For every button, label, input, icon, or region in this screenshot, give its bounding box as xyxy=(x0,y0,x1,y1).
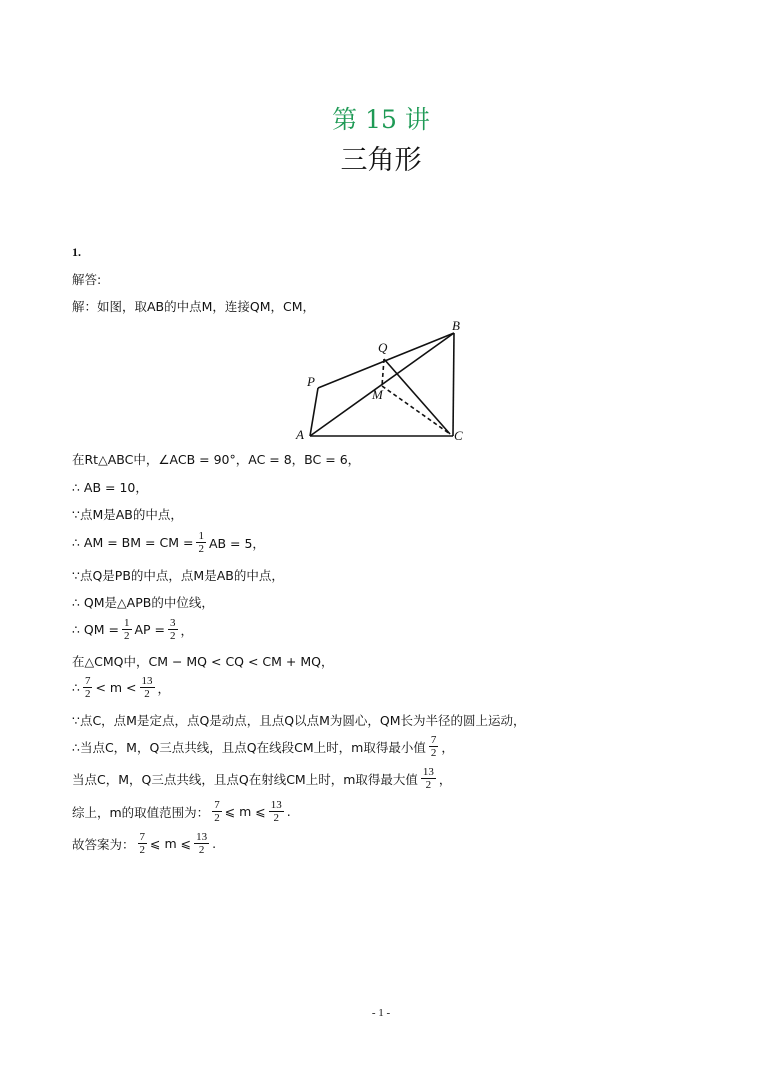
segment-mc xyxy=(382,386,450,434)
frac-num: 13 xyxy=(422,766,434,778)
fraction-seven-halves xyxy=(83,675,93,700)
solution-line-6: ∵点Q是PB的中点，点M是AB的中点， xyxy=(72,568,284,583)
solution-line-12 xyxy=(72,734,454,759)
question-number: 1. xyxy=(72,245,81,259)
segment-qc xyxy=(384,359,450,434)
fraction-thirteen-halves xyxy=(269,799,284,824)
geometry-figure xyxy=(290,316,480,446)
frac-num: 13 xyxy=(196,831,208,843)
line8-right: ， xyxy=(180,622,194,638)
solution-line-10 xyxy=(72,675,170,700)
frac-den: 2 xyxy=(430,747,437,759)
solution-line-5 xyxy=(72,530,265,555)
solution-line-7: ∴ QM是△APB的中位线， xyxy=(72,595,214,610)
frac-num: 1 xyxy=(124,617,130,629)
line5-left: ∴ AM = BM = CM = xyxy=(72,535,194,550)
solution-line-2: 在Rt△ABC中，∠ACB = 90°，AC = 8，BC = 6， xyxy=(72,452,361,467)
fraction-half xyxy=(122,617,132,642)
page-title: 三角形 xyxy=(340,145,422,176)
frac-den: 2 xyxy=(273,812,280,824)
label-c: C xyxy=(454,428,463,443)
label-b: B xyxy=(452,318,460,333)
frac-num: 3 xyxy=(170,617,176,629)
line13-left: 当点C，M，Q三点共线，且点Q在射线CM上时，m取得最大值 xyxy=(72,771,418,787)
solution-line-3: ∴ AB = 10， xyxy=(72,480,148,495)
frac-num: 7 xyxy=(84,675,91,687)
line8-left: ∴ QM = xyxy=(72,622,119,637)
line10-right: ， xyxy=(157,680,171,696)
frac-num: 13 xyxy=(270,799,282,811)
line14-right: . xyxy=(286,804,291,819)
line15-left: 故答案为： xyxy=(72,836,135,852)
line12-right: ， xyxy=(441,739,454,755)
line15-middle: ⩽ m ⩽ xyxy=(150,836,192,851)
fraction-thirteen-halves xyxy=(421,766,436,791)
solution-line-15 xyxy=(72,831,216,856)
line10-middle: < m < xyxy=(95,680,137,695)
solution-line-11: ∵点C，点M是定点，点Q是动点，且点Q以点M为圆心，QM长为半径的圆上运动， xyxy=(72,713,526,728)
fraction-seven-halves xyxy=(212,799,222,824)
frac-den: 2 xyxy=(139,844,146,856)
frac-den: 2 xyxy=(214,812,220,824)
frac-den: 2 xyxy=(198,844,205,856)
line14-middle: ⩽ m ⩽ xyxy=(224,804,266,819)
solution-line-4: ∵点M是AB的中点， xyxy=(72,507,183,522)
line10-left: ∴ xyxy=(72,680,80,695)
frac-den: 2 xyxy=(170,630,176,642)
solution-line-1: 解：如图，取AB的中点M，连接QM，CM， xyxy=(72,299,316,314)
line14-left: 综上，m的取值范围为： xyxy=(72,804,210,820)
line5-right: AB = 5， xyxy=(208,535,265,551)
frac-num: 7 xyxy=(430,734,437,746)
lesson-number: 第 15 讲 xyxy=(332,105,430,134)
page-number: - 1 - xyxy=(371,1007,391,1019)
solution-line-14 xyxy=(72,799,291,824)
line12-left: ∴当点C，M，Q三点共线，且点Q在线段CM上时，m取得最小值 xyxy=(72,739,426,755)
frac-den: 2 xyxy=(198,543,204,555)
solution-line-8 xyxy=(72,617,193,642)
fraction-thirteen-halves xyxy=(194,831,209,856)
fraction-half xyxy=(196,530,206,555)
frac-den: 2 xyxy=(84,688,91,700)
frac-den: 2 xyxy=(144,688,150,700)
label-q: Q xyxy=(378,340,388,355)
frac-num: 1 xyxy=(198,530,204,542)
segment-bc xyxy=(453,333,454,436)
fraction-seven-halves xyxy=(138,831,148,856)
label-a: A xyxy=(296,427,304,442)
solution-line-13 xyxy=(72,766,451,791)
frac-num: 13 xyxy=(141,675,153,687)
fraction-seven-halves xyxy=(429,734,439,759)
segment-ap xyxy=(310,388,318,436)
frac-den: 2 xyxy=(124,630,130,642)
fraction-thirteen-halves xyxy=(140,675,155,700)
solution-line-9: 在△CMQ中，CM − MQ < CQ < CM + MQ， xyxy=(72,654,334,669)
label-p: P xyxy=(307,374,315,389)
frac-num: 7 xyxy=(139,831,146,843)
line15-right: . xyxy=(212,836,217,851)
frac-num: 7 xyxy=(214,799,220,811)
line13-right: ， xyxy=(438,771,452,787)
frac-den: 2 xyxy=(425,779,432,791)
segment-qm xyxy=(382,359,384,386)
fraction-three-halves xyxy=(168,617,178,642)
answer-label: 解答: xyxy=(72,272,102,287)
line8-middle: AP = xyxy=(134,622,166,637)
label-m: M xyxy=(372,387,383,402)
